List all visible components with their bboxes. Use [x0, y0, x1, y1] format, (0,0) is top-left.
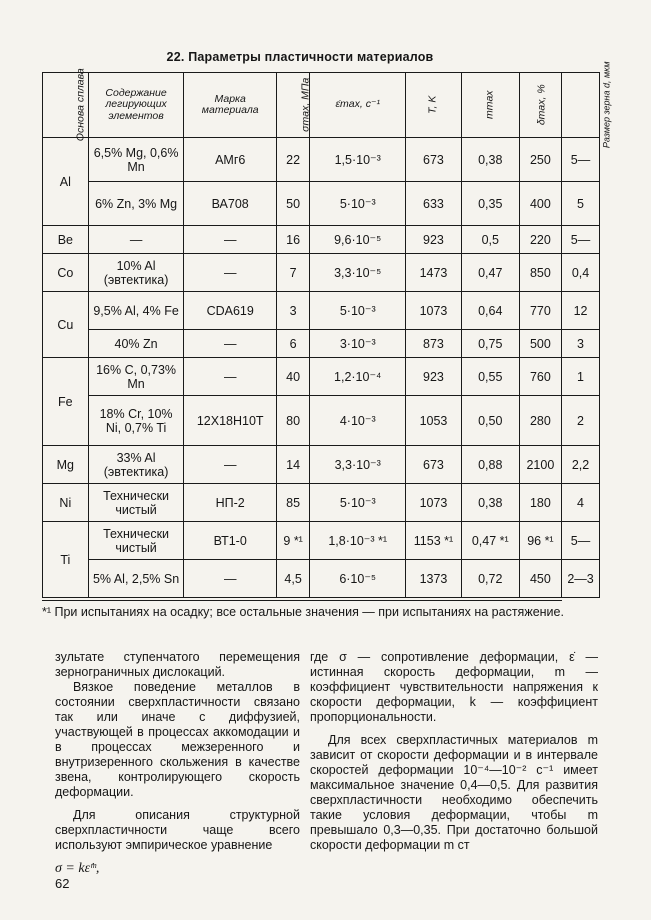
- cell-sigma: 7: [276, 254, 309, 292]
- cell-rate: 1,2·10⁻⁴: [310, 358, 406, 396]
- cell-delta: 280: [519, 396, 561, 446]
- cell-delta: 450: [519, 560, 561, 598]
- table-title: 22. Параметры пластичности материалов: [166, 50, 434, 64]
- cell-temp: 1053: [406, 396, 462, 446]
- cell-grain: 2: [562, 396, 600, 446]
- paragraph-viscous: Вязкое поведение металлов в состоянии сверхпластичности связано так или иначе с диффузией, участвующей в процессах аккомодации и в процессах межзеренного и внутризеренного скольжения в качестве звена, контролирующего скорость деформации.: [55, 680, 300, 799]
- cell-delta: 850: [519, 254, 561, 292]
- cell-m: 0,5: [461, 226, 519, 254]
- cell-elements: 6% Zn, 3% Mg: [88, 182, 184, 226]
- cell-grain: 5—: [562, 226, 600, 254]
- cell-grade: CDA619: [184, 292, 276, 330]
- cell-base: Ti: [43, 522, 89, 598]
- cell-sigma: 80: [276, 396, 309, 446]
- cell-grain: 1: [562, 358, 600, 396]
- cell-elements: 40% Zn: [88, 330, 184, 358]
- table-row: [43, 522, 600, 560]
- paragraph-superplastic: Для всех сверхпластичных материалов m зависит от скорости деформации и в интервале скоростей деформации 10⁻⁴—10⁻² с⁻¹ имеет максимальное значение 0,4—0,5. Для развития сверхпластичности необходимо обеспечить такие условия деформации, чтобы m превышало 0,3—0,35. При достаточно большой скорости деформации m ст: [310, 733, 598, 852]
- cell-m: 0,35: [461, 182, 519, 226]
- cell-grade: 12Х18Н10Т: [184, 396, 276, 446]
- table-row: [43, 446, 600, 484]
- left-column: [55, 650, 300, 891]
- cell-m: 0,38: [461, 484, 519, 522]
- cell-rate: 1,5·10⁻³: [310, 138, 406, 182]
- cell-sigma: 85: [276, 484, 309, 522]
- table-row: [43, 484, 600, 522]
- cell-grain: 2—3: [562, 560, 600, 598]
- cell-sigma: 40: [276, 358, 309, 396]
- cell-sigma: 16: [276, 226, 309, 254]
- cell-grain: 4: [562, 484, 600, 522]
- cell-elements: —: [88, 226, 184, 254]
- cell-grain: 3: [562, 330, 600, 358]
- cell-grain: 5—: [562, 522, 600, 560]
- header-grade: Марка материала: [184, 73, 276, 138]
- plasticity-table: [42, 61, 612, 598]
- cell-rate: 9,6·10⁻⁵: [310, 226, 406, 254]
- cell-m: 0,72: [461, 560, 519, 598]
- cell-sigma: 9 *¹: [276, 522, 309, 560]
- header-base: Основа сплава: [43, 73, 89, 138]
- cell-rate: 1,8·10⁻³ *¹: [310, 522, 406, 560]
- cell-temp: 923: [406, 358, 462, 396]
- paragraph-continued: зультате ступенчатого перемещения зернограничных дислокаций.: [55, 650, 300, 679]
- cell-sigma: 3: [276, 292, 309, 330]
- cell-temp: 1373: [406, 560, 462, 598]
- cell-delta: 250: [519, 138, 561, 182]
- header-sigma: σmax, МПа: [276, 73, 309, 138]
- cell-rate: 5·10⁻³: [310, 292, 406, 330]
- cell-elements: Технически чистый: [88, 522, 184, 560]
- cell-elements: Технически чистый: [88, 484, 184, 522]
- cell-delta: 500: [519, 330, 561, 358]
- cell-rate: 5·10⁻³: [310, 182, 406, 226]
- table-row: [43, 330, 600, 358]
- cell-temp: 923: [406, 226, 462, 254]
- cell-base: Be: [43, 226, 89, 254]
- paragraph-definitions: где σ — сопротивление деформации, ε̇ — истинная скорость деформации, m — коэффициент чувствительности напряжения к скорости деформации, k — коэффициент пропорциональности.: [310, 650, 598, 724]
- equation: σ = kε̇ᵐ,: [55, 861, 100, 876]
- table-row: [43, 358, 600, 396]
- cell-m: 0,75: [461, 330, 519, 358]
- cell-elements: 9,5% Al, 4% Fe: [88, 292, 184, 330]
- cell-rate: 5·10⁻³: [310, 484, 406, 522]
- cell-rate: 3·10⁻³: [310, 330, 406, 358]
- cell-sigma: 14: [276, 446, 309, 484]
- cell-m: 0,38: [461, 138, 519, 182]
- cell-base: Al: [43, 138, 89, 226]
- cell-base: Cu: [43, 292, 89, 358]
- cell-delta: 770: [519, 292, 561, 330]
- cell-m: 0,50: [461, 396, 519, 446]
- cell-sigma: 22: [276, 138, 309, 182]
- cell-rate: 3,3·10⁻³: [310, 446, 406, 484]
- table-row: [43, 254, 600, 292]
- cell-delta: 2100: [519, 446, 561, 484]
- cell-grade: —: [184, 254, 276, 292]
- cell-grade: —: [184, 358, 276, 396]
- cell-delta: 96 *¹: [519, 522, 561, 560]
- cell-base: Fe: [43, 358, 89, 446]
- cell-delta: 400: [519, 182, 561, 226]
- cell-grade: ВТ1-0: [184, 522, 276, 560]
- header-m: mmax: [461, 73, 519, 138]
- cell-delta: 180: [519, 484, 561, 522]
- cell-grain: 0,4: [562, 254, 600, 292]
- cell-grade: —: [184, 330, 276, 358]
- cell-temp: 673: [406, 138, 462, 182]
- table-header-row: [43, 73, 600, 138]
- cell-grain: 2,2: [562, 446, 600, 484]
- cell-temp: 633: [406, 182, 462, 226]
- page-number: 62: [55, 876, 70, 891]
- cell-m: 0,47 *¹: [461, 522, 519, 560]
- cell-grade: ВА708: [184, 182, 276, 226]
- cell-grain: 5: [562, 182, 600, 226]
- cell-grade: АМг6: [184, 138, 276, 182]
- cell-temp: 873: [406, 330, 462, 358]
- cell-temp: 1073: [406, 292, 462, 330]
- cell-grade: —: [184, 226, 276, 254]
- cell-m: 0,47: [461, 254, 519, 292]
- cell-grain: 5—: [562, 138, 600, 182]
- cell-sigma: 4,5: [276, 560, 309, 598]
- right-column: [310, 650, 598, 853]
- cell-grade: —: [184, 560, 276, 598]
- cell-base: Ni: [43, 484, 89, 522]
- cell-elements: 16% C, 0,73% Mn: [88, 358, 184, 396]
- cell-delta: 220: [519, 226, 561, 254]
- cell-grade: —: [184, 446, 276, 484]
- table-row: [43, 226, 600, 254]
- table-row: [43, 138, 600, 182]
- cell-grade: НП-2: [184, 484, 276, 522]
- cell-sigma: 50: [276, 182, 309, 226]
- cell-base: Mg: [43, 446, 89, 484]
- cell-elements: 5% Al, 2,5% Sn: [88, 560, 184, 598]
- table-row: [43, 292, 600, 330]
- cell-rate: 6·10⁻⁵: [310, 560, 406, 598]
- cell-elements: 18% Cr, 10% Ni, 0,7% Ti: [88, 396, 184, 446]
- header-delta: δmax, %: [519, 73, 561, 138]
- table-row: [43, 182, 600, 226]
- footnote-divider: [42, 600, 562, 601]
- header-rate: ε̇max, с⁻¹: [310, 73, 406, 138]
- cell-m: 0,64: [461, 292, 519, 330]
- header-grain: Размер зерна d, мкм: [562, 73, 600, 138]
- cell-m: 0,55: [461, 358, 519, 396]
- footnote: *¹ При испытаниях на осадку; все остальные значения — при испытаниях на растяжение.: [42, 605, 564, 619]
- cell-sigma: 6: [276, 330, 309, 358]
- paragraph-equation-intro: Для описания структурной сверхпластичности чаще всего используют эмпирическое уравнение: [55, 808, 300, 852]
- cell-rate: 3,3·10⁻⁵: [310, 254, 406, 292]
- table-row: [43, 560, 600, 598]
- header-elements: Содержание легирующих элементов: [88, 73, 184, 138]
- header-temp: T, K: [406, 73, 462, 138]
- cell-elements: 10% Al (эвтектика): [88, 254, 184, 292]
- cell-elements: 6,5% Mg, 0,6% Mn: [88, 138, 184, 182]
- cell-rate: 4·10⁻³: [310, 396, 406, 446]
- cell-temp: 1473: [406, 254, 462, 292]
- cell-base: Co: [43, 254, 89, 292]
- cell-delta: 760: [519, 358, 561, 396]
- cell-temp: 673: [406, 446, 462, 484]
- cell-grain: 12: [562, 292, 600, 330]
- cell-temp: 1073: [406, 484, 462, 522]
- cell-temp: 1153 *¹: [406, 522, 462, 560]
- cell-elements: 33% Al (эвтектика): [88, 446, 184, 484]
- table-row: [43, 396, 600, 446]
- cell-m: 0,88: [461, 446, 519, 484]
